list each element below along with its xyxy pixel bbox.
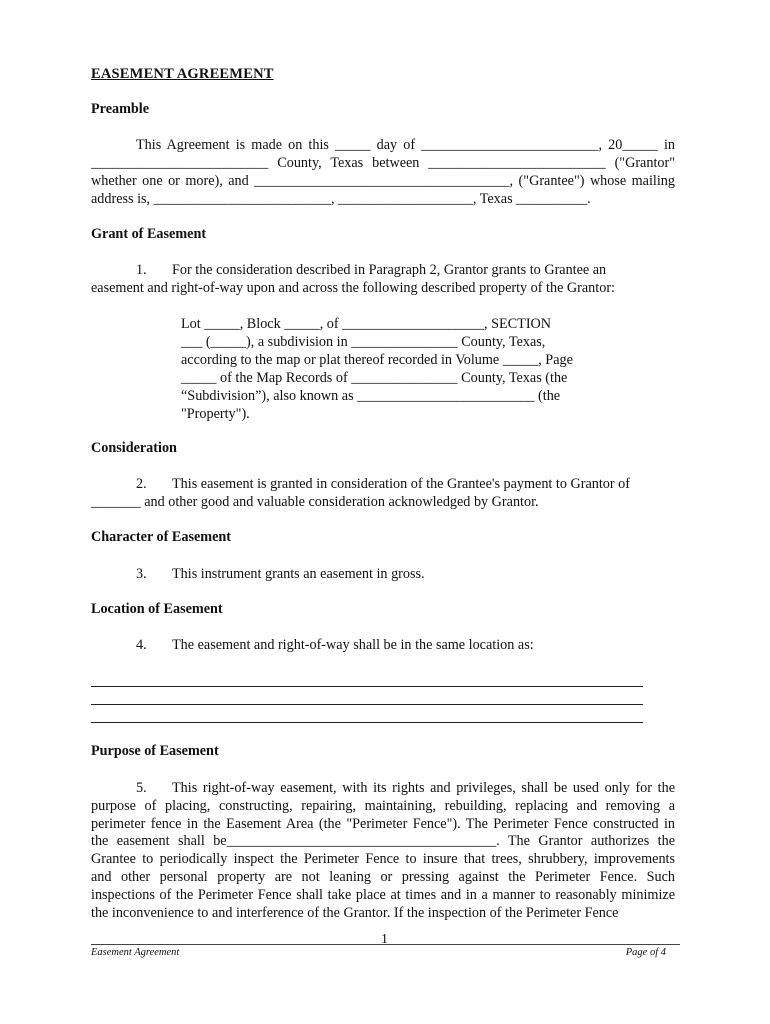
grant-line-2: easement and right-of-way upon and across the following described property of the Grantor: — [91, 280, 615, 296]
preamble-line-3: whether one or more), and ____________________________________, ("Grantee") whose mailing — [91, 173, 675, 189]
purpose-line-1: This right-of-way easement, with its rights and privileges, shall be used only for the — [172, 780, 675, 796]
footer-page-count: Page of 4 — [625, 947, 666, 958]
location-blank-line-3 — [91, 722, 643, 723]
consideration-heading: Consideration — [91, 440, 177, 456]
grant-heading: Grant of Easement — [91, 226, 207, 242]
purpose-line-6: and other personal property are not leaning or pressing against the Perimeter Fence. Such — [91, 869, 675, 885]
page-number: 1 — [381, 932, 388, 947]
purpose-line-2: purpose of placing, constructing, repairing, maintaining, rebuilding, replacing and removing a — [91, 798, 675, 814]
location-blank-line-1 — [91, 686, 643, 687]
purpose-paragraph-first-line — [91, 779, 675, 797]
paragraph-number: 1. — [136, 262, 147, 278]
consideration-line-1: This easement is granted in consideration of the Grantee's payment to Grantor of — [172, 476, 630, 492]
property-line-6: "Property"). — [181, 406, 250, 422]
character-text: This instrument grants an easement in gross. — [172, 566, 425, 582]
location-heading: Location of Easement — [91, 601, 223, 617]
preamble-line-1: This Agreement is made on this _____ day of _________________________, 20_____ in — [136, 137, 675, 153]
paragraph-number: 4. — [136, 637, 147, 653]
consideration-paragraph-first-line — [91, 475, 675, 493]
purpose-line-7: inspections of the Perimeter Fence shall take place at times and in a manner to reasonably minimize — [91, 887, 675, 903]
property-line-1: Lot _____, Block _____, of ____________________, SECTION — [181, 316, 552, 332]
paragraph-number: 3. — [136, 566, 147, 582]
document-title: EASEMENT AGREEMENT — [91, 66, 274, 82]
preamble-line-4: address is, _________________________, ___________________, Texas __________. — [91, 191, 591, 207]
property-line-2: ___ (_____), a subdivision in _______________ County, Texas, — [181, 334, 546, 350]
location-blank-line-2 — [91, 704, 643, 705]
footer-divider — [91, 944, 680, 945]
purpose-line-8: the inconvenience to and interference of the Grantor. If the inspection of the Perimeter Fence — [91, 905, 619, 921]
preamble-line-2: _________________________ County, Texas between _________________________ ("Grantor" — [91, 155, 675, 171]
purpose-line-3: perimeter fence in the Easement Area (the "Perimeter Fence"). The Perimeter Fence constructed in — [91, 816, 675, 832]
purpose-heading: Purpose of Easement — [91, 743, 219, 759]
property-line-5: “Subdivision”), also known as _________________________ (the — [181, 388, 561, 404]
character-heading: Character of Easement — [91, 529, 231, 545]
property-line-3: according to the map or plat thereof recorded in Volume _____, Page — [181, 352, 573, 368]
grant-paragraph-first-line — [91, 261, 675, 279]
location-paragraph — [91, 636, 675, 654]
paragraph-number: 2. — [136, 476, 147, 492]
purpose-line-4: the easement shall be______________________________________. The Grantor authorizes the — [91, 833, 675, 849]
property-line-4: _____ of the Map Records of _______________ County, Texas (the — [181, 370, 568, 386]
footer-document-title: Easement Agreement — [91, 947, 180, 958]
paragraph-number: 5. — [136, 780, 147, 796]
purpose-line-5: Grantee to periodically inspect the Perimeter Fence to insure that trees, shrubbery, improvements — [91, 851, 675, 867]
location-text: The easement and right-of-way shall be in the same location as: — [172, 637, 534, 653]
preamble-heading: Preamble — [91, 101, 150, 117]
grant-line-1: For the consideration described in Paragraph 2, Grantor grants to Grantee an — [172, 262, 607, 278]
character-paragraph — [91, 565, 675, 583]
consideration-line-2: _______ and other good and valuable consideration acknowledged by Grantor. — [91, 494, 539, 510]
